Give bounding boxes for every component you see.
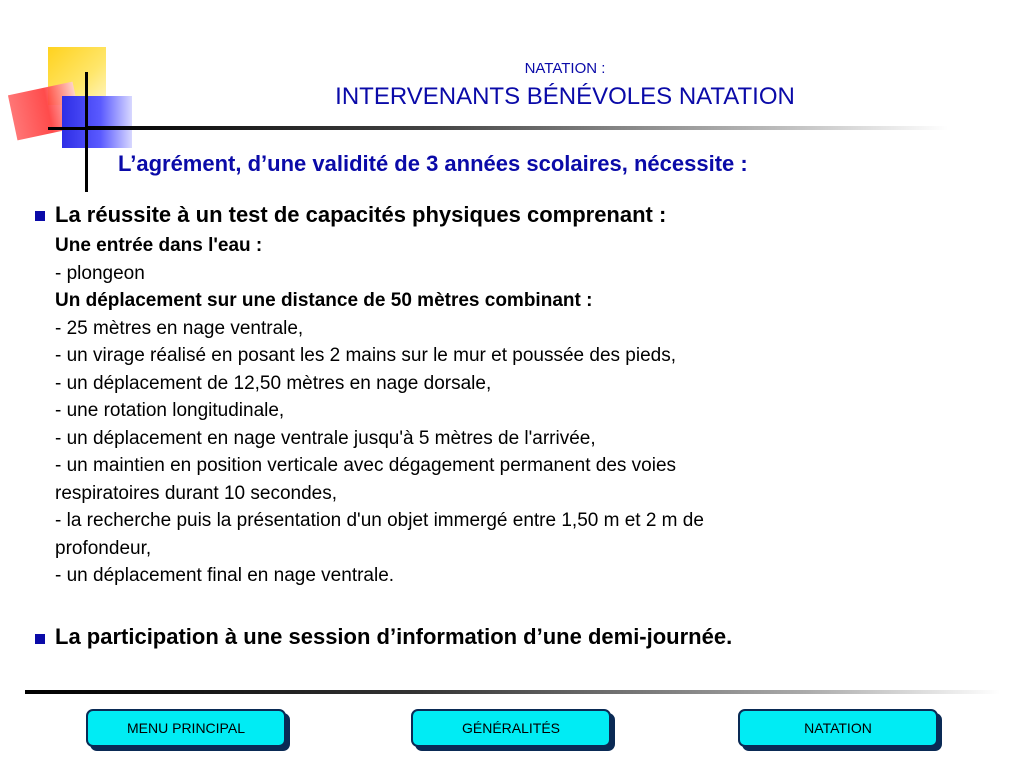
detail-line: profondeur, <box>55 537 152 559</box>
item-heading-test: La réussite à un test de capacités physiques comprenant : <box>55 202 667 227</box>
header-divider <box>88 126 948 130</box>
detail-line: - la recherche puis la présentation d'un objet immergé entre 1,50 m et 2 m de <box>55 510 704 531</box>
natation-button[interactable]: NATATION <box>738 709 938 747</box>
lead-text: L’agrément, d’une validité de 3 années scolaires, nécessite : <box>118 151 748 176</box>
footer-divider <box>25 690 1000 694</box>
bullet-icon <box>35 211 45 221</box>
bullet-icon <box>35 634 45 644</box>
detail-line: - un déplacement en nage ventrale jusqu'à 5 mètres de l'arrivée, <box>55 427 596 449</box>
detail-line: - 25 mètres en nage ventrale, <box>55 317 304 339</box>
test-details <box>55 232 955 590</box>
detail-subheading: Une entrée dans l'eau : <box>55 235 263 256</box>
logo-blue-square <box>62 96 132 148</box>
logo-vertical-line <box>85 72 88 192</box>
detail-line: - un déplacement final en nage ventrale. <box>55 565 395 586</box>
detail-line: - plongeon <box>55 262 145 284</box>
page-title: INTERVENANTS BÉNÉVOLES NATATION <box>335 83 795 110</box>
generalites-button[interactable]: GÉNÉRALITÉS <box>411 709 611 747</box>
detail-line: respiratoires durant 10 secondes, <box>55 482 337 504</box>
menu-principal-button[interactable]: MENU PRINCIPAL <box>86 709 286 747</box>
detail-line: - un virage réalisé en posant les 2 mains sur le mur et poussée des pieds, <box>55 345 676 366</box>
detail-subheading: Un déplacement sur une distance de 50 mètres combinant : <box>55 290 593 311</box>
detail-line: - un déplacement de 12,50 mètres en nage dorsale, <box>55 372 492 394</box>
item-heading-session: La participation à une session d’information d’une demi-journée. <box>55 624 733 649</box>
detail-line: - un maintien en position verticale avec dégagement permanent des voies <box>55 455 677 476</box>
detail-line: - une rotation longitudinale, <box>55 400 285 421</box>
page-subtitle: NATATION : <box>524 60 606 77</box>
